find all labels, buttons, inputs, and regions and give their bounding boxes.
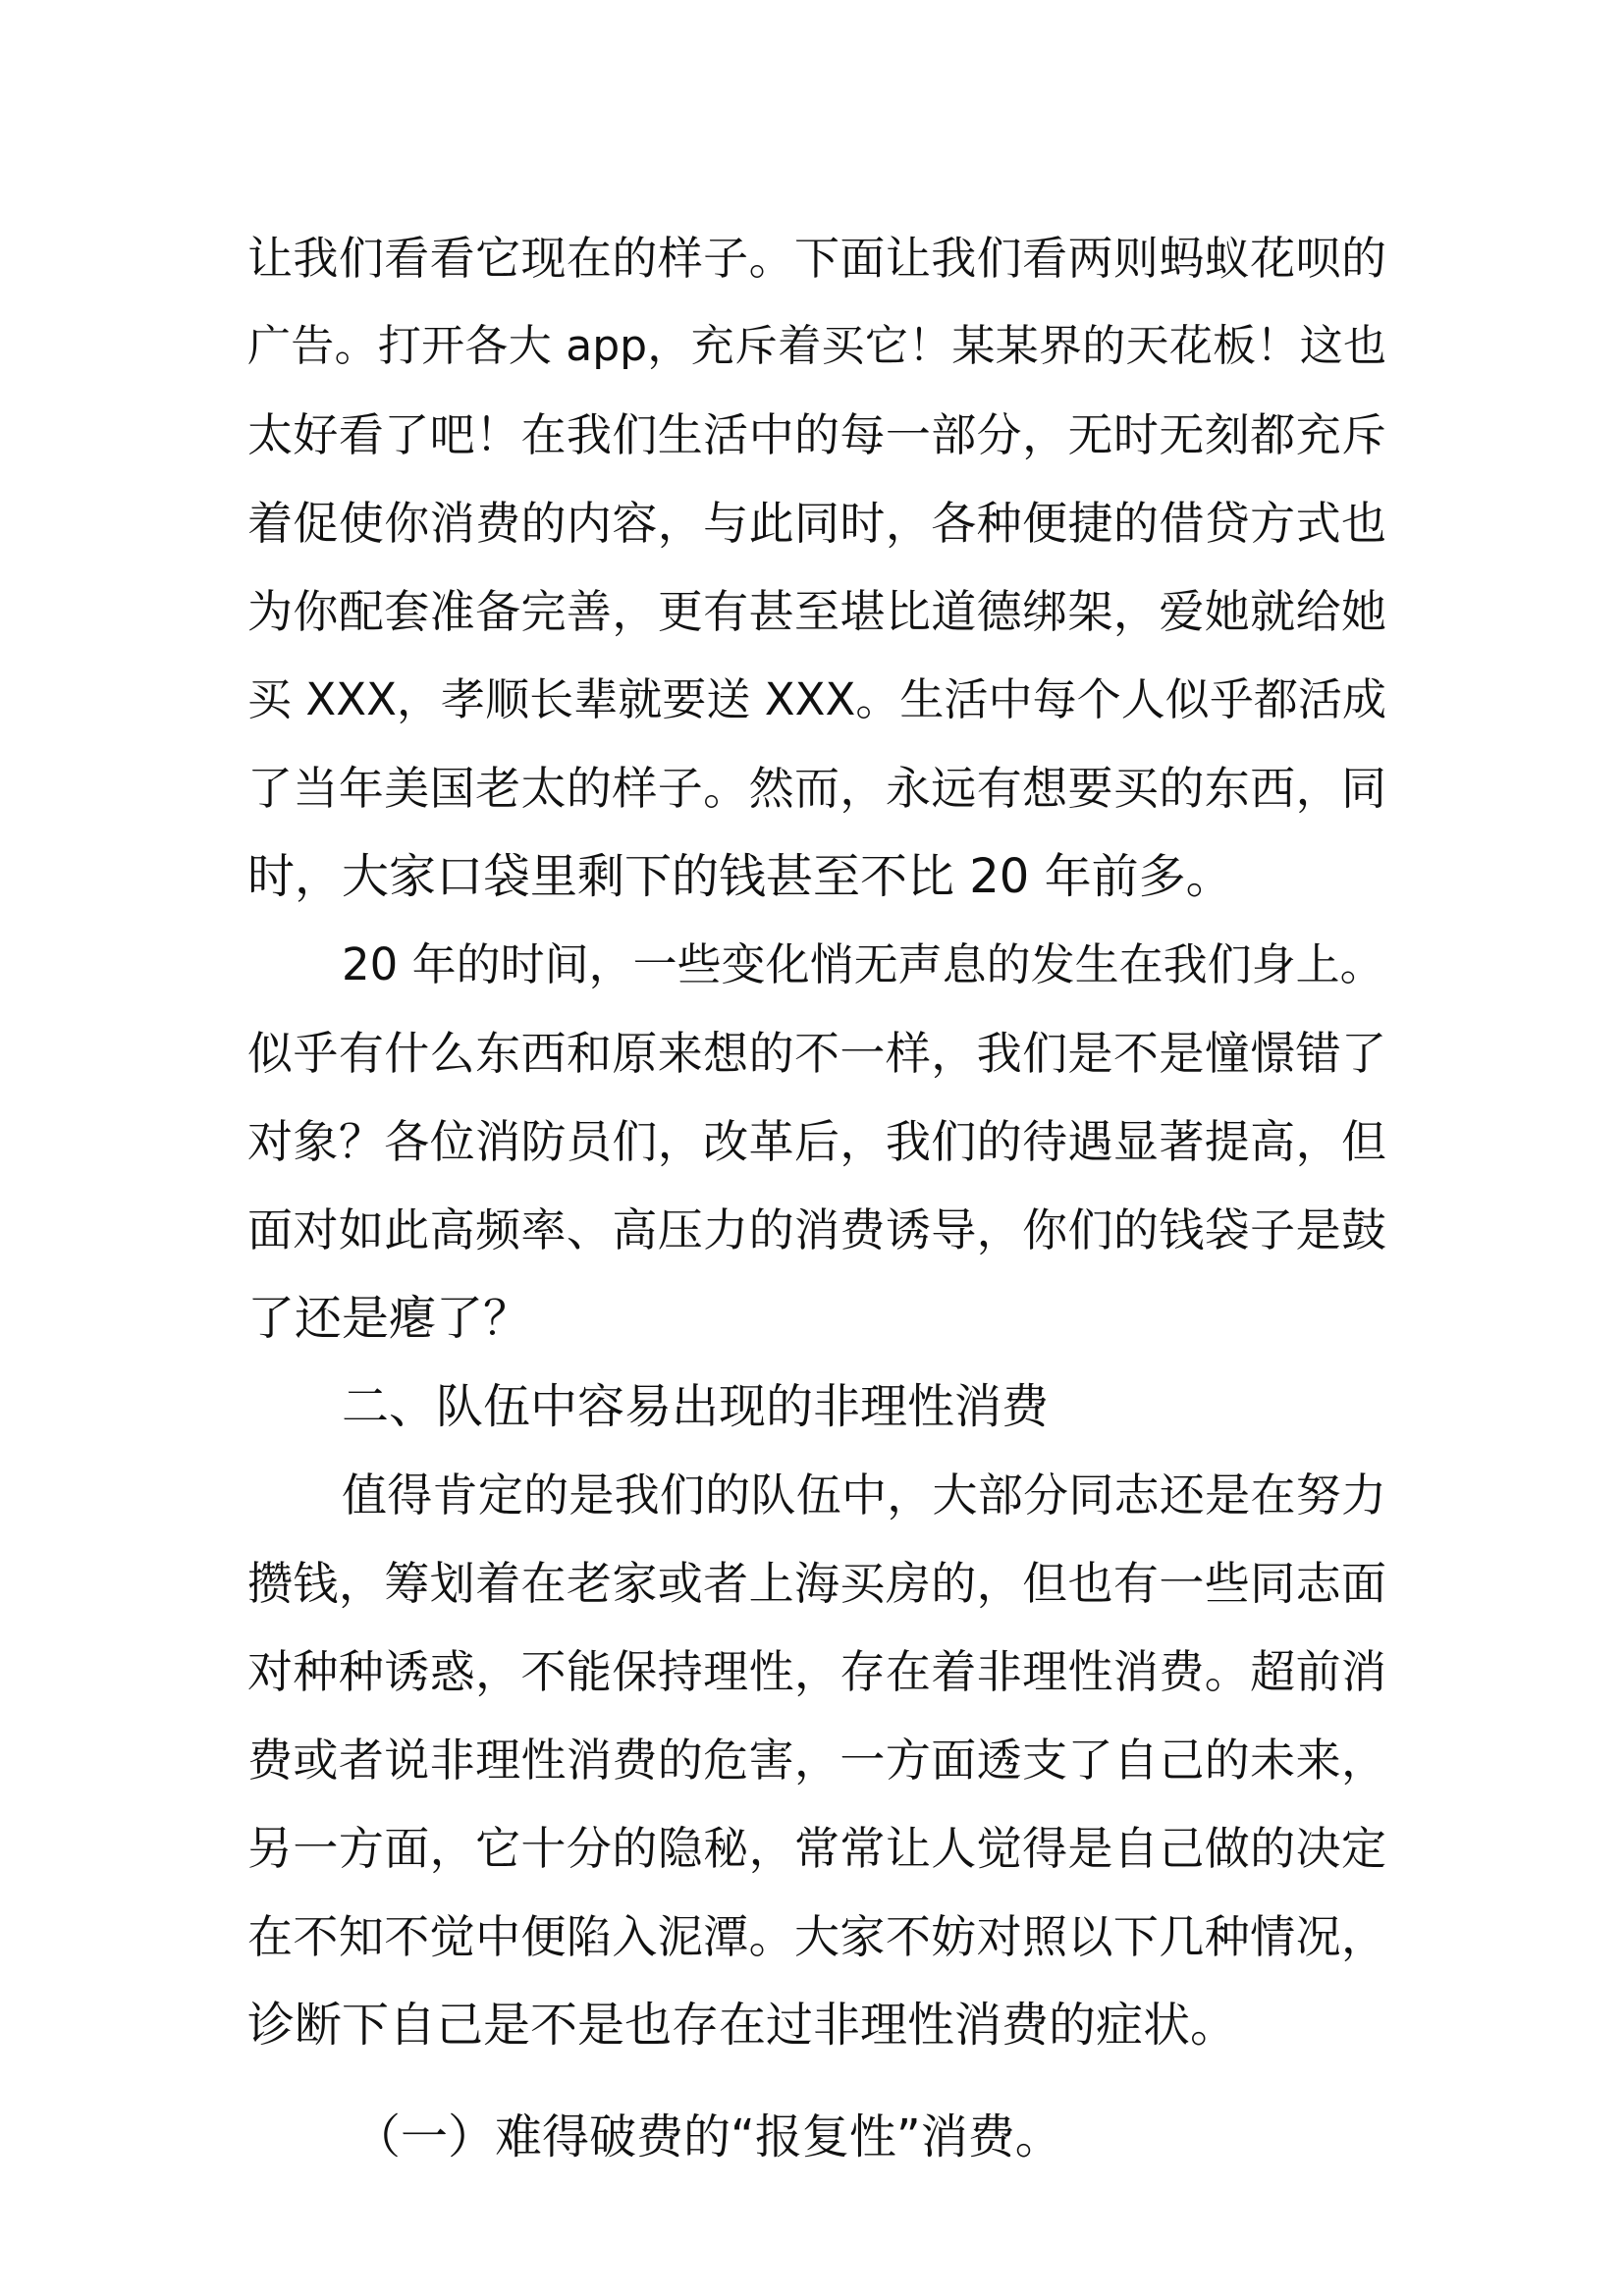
subsection-heading: （一）难得破费的“报复性”消费。 — [353, 2109, 1062, 2164]
text-line: 20 年的时间，一些变化悄无声息的发生在我们身上。 — [342, 938, 1384, 990]
text-line: 似乎有什么东西和原来想的不一样，我们是不是憧憬错了 — [247, 1027, 1386, 1080]
text-line: 让我们看看它现在的样子。下面让我们看两则蚂蚁花呗的 — [247, 232, 1386, 285]
text-line: 面对如此高频率、高压力的消费诱导，你们的钱袋子是鼓 — [247, 1203, 1386, 1256]
text-line: 时，大家口袋里剩下的钱甚至不比 20 年前多。 — [247, 849, 1233, 904]
text-line: 买 XXX，孝顺长辈就要送 XXX。生活中每个人似乎都活成 — [247, 673, 1386, 725]
text-line: 着促使你消费的内容，与此同时，各种便捷的借贷方式也 — [247, 497, 1386, 550]
document-body — [247, 214, 1386, 2181]
text-line: 值得肯定的是我们的队伍中，大部分同志还是在努力 — [342, 1468, 1386, 1522]
text-line: 对种种诱惑，不能保持理性，存在着非理性消费。超前消 — [247, 1645, 1386, 1698]
text-line: 攒钱，筹划着在老家或者上海买房的，但也有一些同志面 — [247, 1557, 1386, 1610]
text-line: 广告。打开各大 app，充斥着买它！某某界的天花板！这也 — [247, 321, 1386, 371]
text-line: 在不知不觉中便陷入泥潭。大家不妨对照以下几种情况， — [247, 1910, 1386, 1963]
text-line: 诊断下自己是不是也存在过非理性消费的症状。 — [247, 1998, 1238, 2053]
text-line: 太好看了吧！在我们生活中的每一部分，无时无刻都充斥 — [247, 408, 1386, 461]
paragraph-2 — [247, 921, 1386, 1362]
paragraph-3 — [247, 1451, 1386, 2069]
paragraph-1 — [247, 214, 1386, 921]
text-line: 了还是瘪了？ — [247, 1291, 531, 1346]
text-line: 费或者说非理性消费的危害，一方面透支了自己的未来， — [247, 1734, 1386, 1787]
text-line: 为你配套准备完善，更有甚至堪比道德绑架，爱她就给她 — [247, 585, 1386, 638]
text-line: 对象？各位消防员们，改革后，我们的待遇显著提高，但 — [247, 1115, 1386, 1168]
text-line: 另一方面，它十分的隐秘，常常让人觉得是自己做的决定 — [247, 1822, 1386, 1875]
section-heading: 二、队伍中容易出现的非理性消费 — [342, 1379, 1050, 1434]
text-line: 了当年美国老太的样子。然而，永远有想要买的东西，同 — [247, 762, 1386, 815]
